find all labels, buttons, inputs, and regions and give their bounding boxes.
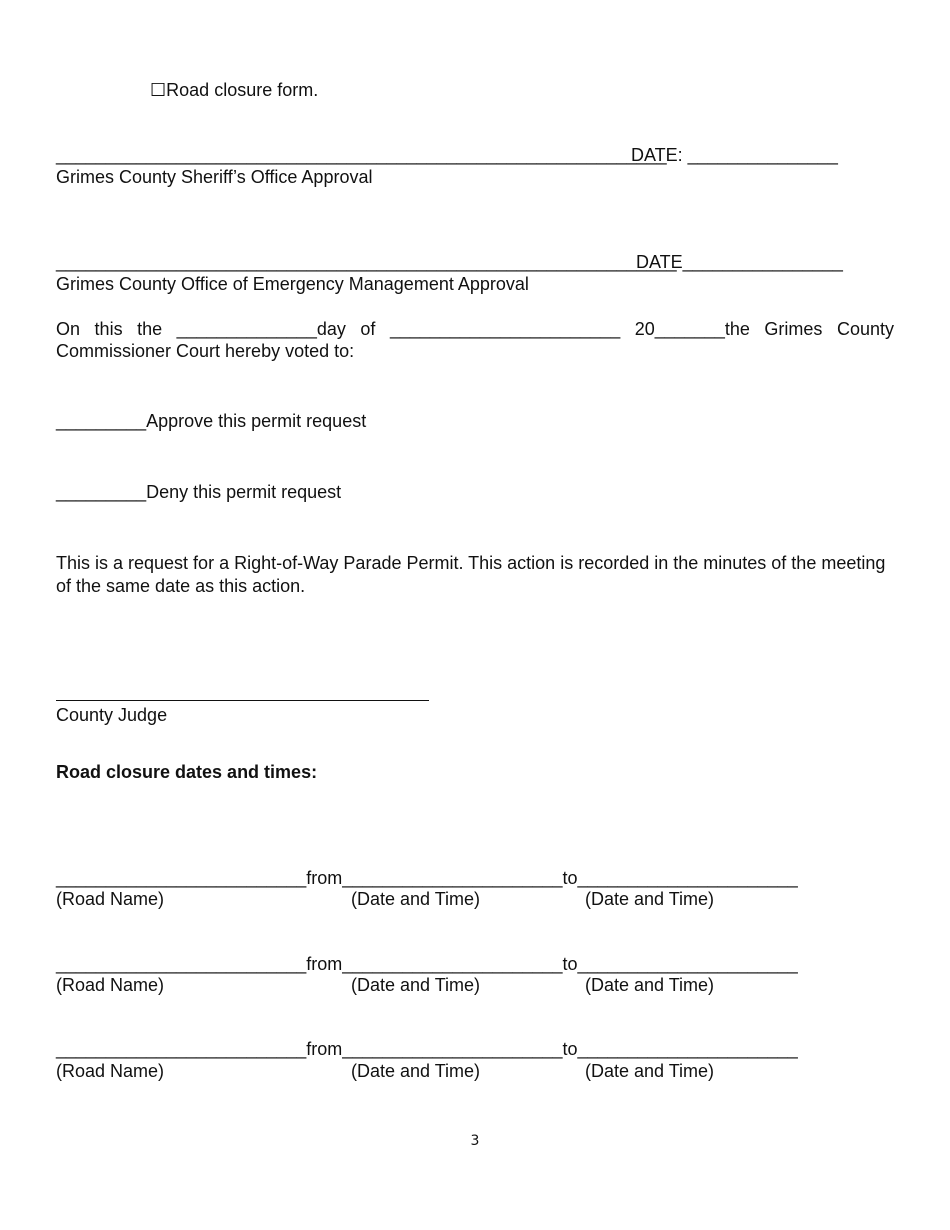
court-vote-intro: Commissioner Court hereby voted to: bbox=[56, 341, 355, 361]
road-closure-fill-line[interactable]: _________________________from______________________to______________________ bbox=[56, 868, 798, 888]
road-closure-heading: Road closure dates and times: bbox=[56, 762, 318, 782]
deny-option[interactable]: _________Deny this permit request bbox=[56, 482, 342, 502]
oem-date-field[interactable]: DATE________________ bbox=[636, 252, 843, 272]
to-date-label: (Date and Time) bbox=[585, 889, 715, 909]
approve-option[interactable]: _________Approve this permit request bbox=[56, 411, 367, 431]
road-name-label: (Road Name) bbox=[56, 1061, 165, 1081]
road-name-label: (Road Name) bbox=[56, 889, 165, 909]
road-name-label: (Road Name) bbox=[56, 975, 165, 995]
road-closure-option-label: Road closure form. bbox=[166, 80, 319, 100]
court-vote-date-line[interactable]: On this the ______________day of _______________________ 20_______the Grimes County bbox=[56, 319, 894, 339]
oem-approval-caption: Grimes County Office of Emergency Management Approval bbox=[56, 274, 529, 294]
road-closure-fill-line[interactable]: _________________________from______________________to______________________ bbox=[56, 954, 798, 974]
page-number: 3 bbox=[470, 1133, 480, 1149]
road-closure-option bbox=[140, 59, 318, 101]
permit-statement: This is a request for a Right-of-Way Parade Permit. This action is recorded in the minutes of the meeting of the same date as this action. bbox=[56, 553, 886, 596]
road-closure-checkbox[interactable]: ☐ bbox=[150, 80, 167, 101]
judge-signature-line[interactable] bbox=[56, 700, 429, 701]
sheriff-date-field[interactable]: DATE: _______________ bbox=[631, 145, 838, 165]
from-date-label: (Date and Time) bbox=[351, 975, 481, 995]
to-date-label: (Date and Time) bbox=[585, 1061, 715, 1081]
sheriff-approval-caption: Grimes County Sheriff’s Office Approval bbox=[56, 167, 373, 187]
from-date-label: (Date and Time) bbox=[351, 1061, 481, 1081]
oem-signature-line[interactable]: ______________________________________________________________ bbox=[56, 252, 677, 272]
from-date-label: (Date and Time) bbox=[351, 889, 481, 909]
road-closure-fill-line[interactable]: _________________________from______________________to______________________ bbox=[56, 1039, 798, 1059]
sheriff-signature-line[interactable]: _____________________________________________________________ bbox=[56, 145, 667, 165]
to-date-label: (Date and Time) bbox=[585, 975, 715, 995]
county-judge-caption: County Judge bbox=[56, 705, 168, 725]
